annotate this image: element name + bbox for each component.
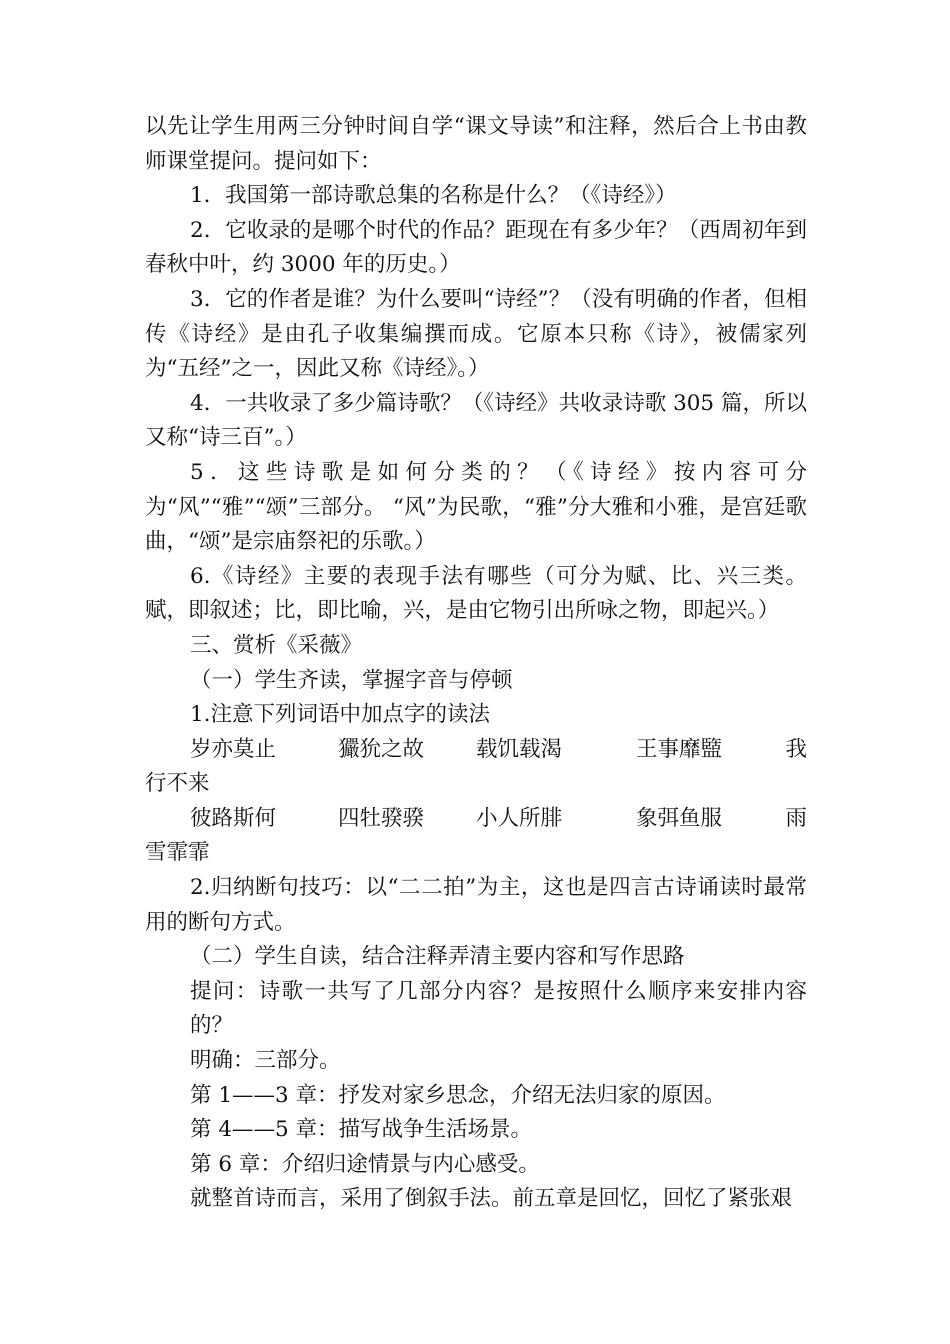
subsection-heading-1: （一）学生齐读，掌握字音与停顿 [190, 667, 513, 693]
word-item: 我 [785, 736, 807, 762]
word-item: 玁狁之故 [338, 736, 425, 762]
question-4: 4．一共收录了多少篇诗歌？（《诗经》共收录诗歌 305 篇，所以又称“诗三百”。） [145, 390, 807, 451]
reading-task: 1.注意下列词语中加点字的读法 [190, 702, 491, 728]
question-6: 6.《诗经》主要的表现手法有哪些（可分为赋、比、兴三类。赋，即叙述；比，即比喻，兴，是由它物引出所咏之物，即起兴。） [145, 563, 807, 624]
paragraph-intro: 以先让学生用两三分钟时间自学“课文导读”和注释，然后合上书由教师课堂提问。提问如下： [145, 114, 807, 174]
word-item: 小人所腓 [476, 805, 563, 831]
question-1: 1．我国第一部诗歌总集的名称是什么？（《诗经》） [190, 183, 677, 209]
section-heading: 三、赏析《采薇》 [190, 632, 363, 658]
segmentation-tip: 2.归纳断句技巧：以“二二拍”为主，这也是四言古诗诵读时最常用的断句方式。 [145, 875, 807, 935]
word-item: 王事靡盬 [636, 736, 723, 762]
question-3: 3．它的作者是谁？为什么要叫“诗经”？（没有明确的作者，但相传《诗经》是由孔子收集编撰而成。它原本只称《诗》，被儒家列为“五经”之一，因此又称《诗经》。） [145, 286, 807, 382]
subsection-heading-2: （二）学生自读，结合注释弄清主要内容和写作思路 [190, 944, 685, 970]
word-row-tail: 行不来 [145, 771, 210, 797]
word-row [145, 802, 807, 837]
answer-line: 明确：三部分。 [190, 1048, 341, 1074]
chapter-line: 第 4——5 章：描写战争生活场景。 [190, 1117, 533, 1143]
word-row [145, 733, 807, 768]
document-page [145, 110, 807, 1217]
word-row-tail: 雪霏霏 [145, 840, 210, 866]
word-item: 象弭鱼服 [636, 805, 723, 831]
prompt-question: 提问：诗歌一共写了几部分内容？是按照什么顺序来安排内容的？ [190, 978, 807, 1039]
word-item: 四牡骙骙 [338, 805, 425, 831]
chapter-line: 第 1——3 章：抒发对家乡思念，介绍无法归家的原因。 [190, 1082, 726, 1108]
question-2: 2．它收录的是哪个时代的作品？距现在有多少年？（西周初年到春秋中叶，约 3000 年的历史。） [145, 217, 807, 278]
word-item: 雨 [785, 805, 807, 831]
word-item: 彼路斯何 [190, 805, 277, 831]
word-item: 岁亦莫止 [190, 736, 277, 762]
question-5: 5．这些诗歌是如何分类的？（《诗经》按内容可分为“风”“雅”“颂”三部分。 “风”为民歌，“雅”分大雅和小雅，是宫廷歌曲，“颂”是宗庙祭祀的乐歌。） [145, 459, 807, 555]
word-item: 载饥载渴 [476, 736, 563, 762]
chapter-line: 第 6 章：介绍归途情景与内心感受。 [190, 1151, 540, 1177]
summary-line: 就整首诗而言，采用了倒叙手法。前五章是回忆，回忆了紧张艰 [190, 1186, 793, 1212]
